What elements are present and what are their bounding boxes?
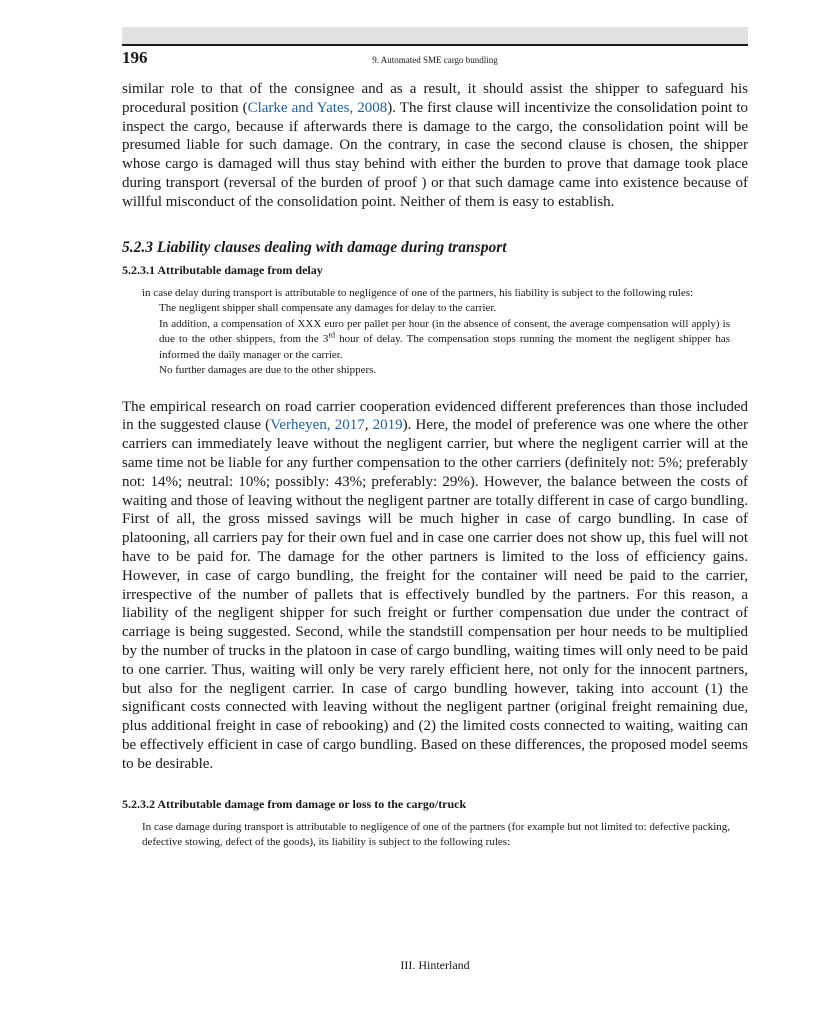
header-rule <box>122 44 748 46</box>
citation-link[interactable]: Clarke and Yates, 2008 <box>247 99 388 116</box>
main-text-1: The empirical research on road carrier cooperation evidenced different preferences than those included in the suggested clause ( <box>122 398 748 434</box>
running-head: 9. Automated SME cargo bundling <box>372 55 498 65</box>
main-paragraph <box>122 398 748 774</box>
superscript: rd <box>328 330 335 340</box>
clause-block-damage <box>142 820 730 851</box>
intro-paragraph <box>122 80 748 212</box>
page-content <box>122 80 748 851</box>
clause-rule-text: hour of delay. The compensation stops running the moment the negligent shipper has informed the daily manager or the carrier. <box>159 333 730 361</box>
clause-rule: The negligent shipper shall compensate any damages for delay to the carrier. <box>159 302 497 315</box>
footer-part-label: III. Hinterland <box>400 958 470 972</box>
page-number: 196 <box>122 48 148 67</box>
citation-link[interactable]: Verheyen, 2017 <box>270 417 365 434</box>
clause-rule-text: In addition, a compensation of XXX euro per pallet per hour (in the absence of consent, the average compensation will apply) is due to the other shippers, from the 3 <box>159 317 730 346</box>
clause-rule <box>142 317 730 364</box>
main-text-2: ). Here, the model of preference was one where the other carriers can immediately leave without the negligent carrier, but where the negligent carrier will at the same time not be liable for any further compensation to the other carriers (definitely not: 5%; preferably not: 14%; neutral: 10%; possibly: 43%; preferably: 29%). However, the balance between the costs of waiting and those of leaving without the negligent partner are totally different in case of cargo bundling. First of all, the gross missed savings will be much higher in case of cargo bundling. In case of platooning, all carriers pay for their own fuel and in case one carrier does not show up, this fuel will not have to be paid for. The damage for the other partners is limited to the loss of efficiency gains. However, in case of cargo bundling, the freight for the container will need be paid to the carrier, irrespective of the number of pallets that is effectively bundled by the partners. For this reason, a liability of the negligent shipper for such freight or further compensation due under the contract of carriage is being suggested. Second, while the standstill compensation per hour needs to be multiplied by the number of trucks in the platoon in case of cargo bundling, waiting times will only need to be paid to one carrier. Thus, waiting will only be very rarely efficient here, not only for the innocent partners, but also for the negligent carrier. In case of cargo bundling however, taking into account (1) the significant costs connected with leaving without the negligent partner (original freight remaining due, plus additional freight in case of rebooking) and (2) the limited costs connected to waiting, waiting can be effectively efficient in case of cargo bundling. Based on these differences, the proposed model seems to be desirable. <box>122 417 749 772</box>
citation-link[interactable]: 2019 <box>372 417 403 434</box>
clause-block-delay <box>142 286 730 379</box>
citation-separator: , <box>364 417 373 434</box>
clause-rule: No further damages are due to the other shippers. <box>159 364 377 377</box>
subsection-heading-5-2-3-2: 5.2.3.2 Attributable damage from damage or loss to the cargo/truck <box>122 796 467 811</box>
section-heading-5-2-3: 5.2.3 Liability clauses dealing with damage during transport <box>122 238 507 256</box>
intro-text-1: similar role to that of the consignee and as a result, it should assist the shipper to safeguard his procedural position ( <box>122 81 748 116</box>
clause-intro: in case delay during transport is attributable to negligence of one of the partners, his liability is subject to the following rules: <box>142 286 694 299</box>
subsection-heading-5-2-3-1: 5.2.3.1 Attributable damage from delay <box>122 262 323 277</box>
clause-intro: In case damage during transport is attributable to negligence of one of the partners (for example but not limited to: defective packing, defective stowing, defect of the goods), its liability is subject to the following rules: <box>142 820 730 849</box>
intro-text-2: ). The first clause will incentivize the consolidation point to inspect the cargo, because if afterwards there is damage to the cargo, the consolidation point will be presumed liable for such damage. On the contrary, in case the second clause is chosen, the shipper whose cargo is damaged will thus stay behind with either the burden to prove that damage took place during transport (reversal of the burden of proof ) or that such damage came into existence because of willful misconduct of the consolidation point. Neither of them is easy to establish. <box>122 99 748 210</box>
header-band <box>122 27 748 45</box>
